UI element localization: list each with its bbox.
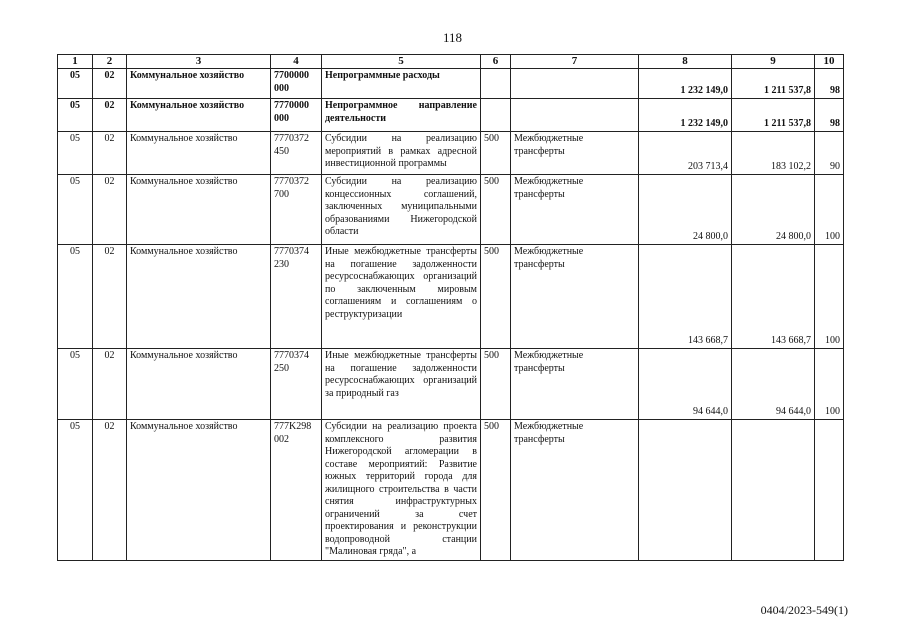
target-code-cell: 777K298 002 xyxy=(271,420,322,561)
name-cell: Коммунальное хозяйство xyxy=(127,349,271,420)
table-row xyxy=(58,420,844,561)
table-row xyxy=(58,175,844,245)
expense-type-code-cell: 500 xyxy=(481,132,511,175)
target-code-cell: 7770372 450 xyxy=(271,132,322,175)
planned-amount-cell: 143 668,7 xyxy=(639,245,732,349)
subsection-cell: 02 xyxy=(93,245,127,349)
expense-type-code-cell xyxy=(481,69,511,99)
planned-amount-cell: 203 713,4 xyxy=(639,132,732,175)
planned-amount-cell: 1 232 149,0 xyxy=(639,69,732,99)
table-row xyxy=(58,99,844,132)
description-cell: Иные межбюджетные трансферты на погашение задолженности ресурсоснабжающих организаций по заключенным мировым соглашениям и соглашениям о реструктуризации xyxy=(322,245,481,349)
column-header: 6 xyxy=(481,55,511,69)
actual-amount-cell: 24 800,0 xyxy=(732,175,815,245)
subsection-cell: 02 xyxy=(93,175,127,245)
planned-amount-cell: 94 644,0 xyxy=(639,349,732,420)
subsection-cell: 02 xyxy=(93,132,127,175)
column-header: 9 xyxy=(732,55,815,69)
expense-type-cell: Межбюджетные трансферты xyxy=(511,245,639,349)
planned-amount-cell: 24 800,0 xyxy=(639,175,732,245)
description-cell: Иные межбюджетные трансферты на погашение задолженности ресурсоснабжающих организаций за природный газ xyxy=(322,349,481,420)
percent-cell: 100 xyxy=(815,175,844,245)
percent-cell: 100 xyxy=(815,349,844,420)
table-row xyxy=(58,132,844,175)
actual-amount-cell xyxy=(732,420,815,561)
expense-type-cell: Межбюджетные трансферты xyxy=(511,349,639,420)
expense-type-code-cell xyxy=(481,99,511,132)
target-code-cell: 7770374 250 xyxy=(271,349,322,420)
document-code: 0404/2023-549(1) xyxy=(760,603,848,617)
actual-amount-cell: 183 102,2 xyxy=(732,132,815,175)
name-cell: Коммунальное хозяйство xyxy=(127,69,271,99)
section-cell: 05 xyxy=(58,69,93,99)
section-cell: 05 xyxy=(58,245,93,349)
subsection-cell: 02 xyxy=(93,420,127,561)
description-cell: Субсидии на реализацию концессионных соглашений, заключенных муниципальными образованиями Нижегородской области xyxy=(322,175,481,245)
percent-cell: 90 xyxy=(815,132,844,175)
table-row xyxy=(58,245,844,349)
percent-cell: 98 xyxy=(815,99,844,132)
expense-type-cell: Межбюджетные трансферты xyxy=(511,420,639,561)
expense-type-code-cell: 500 xyxy=(481,420,511,561)
actual-amount-cell: 1 211 537,8 xyxy=(732,69,815,99)
table-row xyxy=(58,69,844,99)
target-code-cell: 7700000 000 xyxy=(271,69,322,99)
column-header: 2 xyxy=(93,55,127,69)
section-cell: 05 xyxy=(58,349,93,420)
table-header-row xyxy=(58,55,844,69)
subsection-cell: 02 xyxy=(93,349,127,420)
expense-type-cell xyxy=(511,99,639,132)
planned-amount-cell xyxy=(639,420,732,561)
name-cell: Коммунальное хозяйство xyxy=(127,99,271,132)
expense-type-code-cell: 500 xyxy=(481,245,511,349)
section-cell: 05 xyxy=(58,99,93,132)
section-cell: 05 xyxy=(58,132,93,175)
expense-type-cell xyxy=(511,69,639,99)
column-header: 5 xyxy=(322,55,481,69)
column-header: 4 xyxy=(271,55,322,69)
name-cell: Коммунальное хозяйство xyxy=(127,175,271,245)
subsection-cell: 02 xyxy=(93,99,127,132)
description-cell: Непрограммные расходы xyxy=(322,69,481,99)
percent-cell: 98 xyxy=(815,69,844,99)
column-header: 1 xyxy=(58,55,93,69)
name-cell: Коммунальное хозяйство xyxy=(127,420,271,561)
description-cell: Субсидии на реализацию мероприятий в рамках адресной инвестиционной программы xyxy=(322,132,481,175)
percent-cell xyxy=(815,420,844,561)
section-cell: 05 xyxy=(58,175,93,245)
percent-cell: 100 xyxy=(815,245,844,349)
column-header: 10 xyxy=(815,55,844,69)
description-cell: Субсидии на реализацию проекта комплексного развития Нижегородской агломерации в составе мероприятий: Развитие южных территорий города для жилищного строительства в части снятия инфраструктурных ограничений за счет проектирования и реконструкции водопроводной станции "Малиновая гряда", а xyxy=(322,420,481,561)
actual-amount-cell: 94 644,0 xyxy=(732,349,815,420)
target-code-cell: 7770374 230 xyxy=(271,245,322,349)
expense-type-cell: Межбюджетные трансферты xyxy=(511,175,639,245)
page-number: 118 xyxy=(442,30,463,45)
expense-type-cell: Межбюджетные трансферты xyxy=(511,132,639,175)
description-cell: Непрограммное направление деятельности xyxy=(322,99,481,132)
expense-type-code-cell: 500 xyxy=(481,175,511,245)
subsection-cell: 02 xyxy=(93,69,127,99)
budget-table xyxy=(57,54,844,561)
actual-amount-cell: 143 668,7 xyxy=(732,245,815,349)
name-cell: Коммунальное хозяйство xyxy=(127,132,271,175)
table-row xyxy=(58,349,844,420)
column-header: 3 xyxy=(127,55,271,69)
column-header: 7 xyxy=(511,55,639,69)
expense-type-code-cell: 500 xyxy=(481,349,511,420)
target-code-cell: 7770372 700 xyxy=(271,175,322,245)
planned-amount-cell: 1 232 149,0 xyxy=(639,99,732,132)
name-cell: Коммунальное хозяйство xyxy=(127,245,271,349)
column-header: 8 xyxy=(639,55,732,69)
section-cell: 05 xyxy=(58,420,93,561)
target-code-cell: 7770000 000 xyxy=(271,99,322,132)
actual-amount-cell: 1 211 537,8 xyxy=(732,99,815,132)
